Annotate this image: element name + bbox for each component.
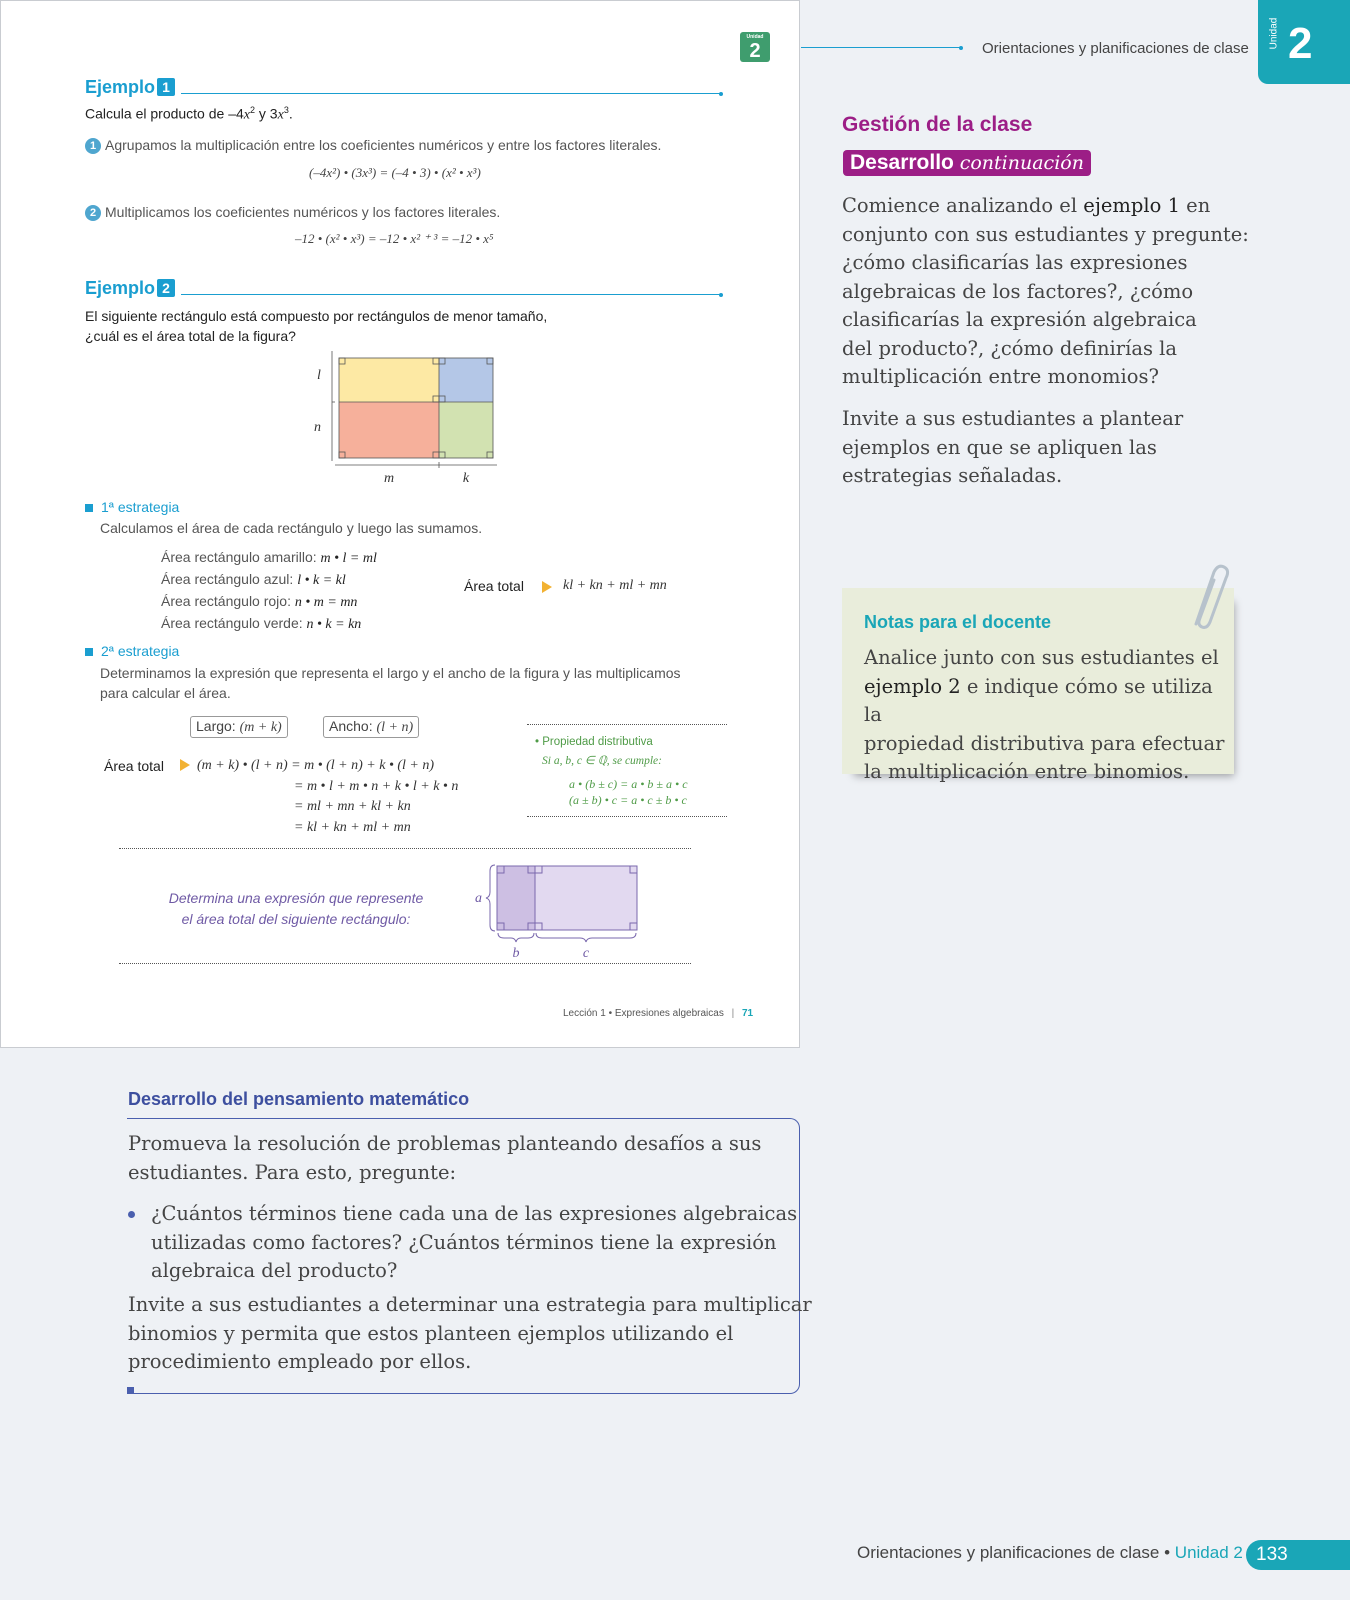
desarrollo-close-line: Invite a sus estudiantes a determinar una estrategia para multiplicar	[128, 1293, 812, 1316]
ancho-expr: (l + n)	[376, 720, 414, 735]
label-c: c	[582, 946, 590, 959]
area-row-red	[161, 591, 377, 613]
example1-title	[85, 77, 175, 98]
strategy2-line: = m • l + m • n + k • l + k • n	[294, 778, 459, 794]
desarrollo-title: Desarrollo del pensamiento matemático	[128, 1089, 470, 1109]
area-label: Área rectángulo amarillo:	[161, 549, 321, 565]
desarrollo-intro-line: estudiantes. Para esto, pregunte:	[128, 1160, 457, 1184]
challenge-text	[151, 888, 441, 930]
prompt-var2: x	[277, 107, 284, 123]
desarrollo-bullet	[151, 1200, 797, 1286]
property-title: • Propiedad distributiva	[535, 736, 653, 748]
strategy1-total-label: Área total	[464, 578, 524, 594]
example2-prompt-line2: ¿cuál es el área total de la figura?	[85, 328, 296, 344]
area-row-yellow	[161, 547, 377, 569]
strategy2-line: = kl + kn + ml + mn	[294, 819, 411, 835]
label-k: k	[462, 471, 470, 486]
label-b: b	[512, 946, 520, 959]
footer-unit: Unidad 2	[1174, 1543, 1243, 1562]
notes-bold: ejemplo 2	[864, 674, 961, 698]
desarrollo-intro	[128, 1130, 761, 1187]
ancho-box	[323, 716, 419, 738]
footer-page-number: 133	[1246, 1540, 1350, 1570]
green-rect	[439, 402, 493, 458]
example1-prompt	[85, 105, 293, 124]
notes-line: propiedad distributiva para efectuar	[864, 731, 1225, 755]
challenge-rect-b	[497, 866, 535, 930]
gestion-para2	[842, 405, 1183, 491]
notes-rest: e indique cómo se utiliza la	[864, 674, 1213, 726]
gestion-para1-line: ¿cómo clasificarías las expresiones	[842, 251, 1188, 274]
strategy2-desc	[100, 663, 681, 703]
strategy2-lines	[197, 756, 458, 838]
student-footer-lesson: Lección 1 • Expresiones algebraicas	[563, 1008, 724, 1019]
area-expr: n • k = kn	[306, 617, 362, 632]
text: en	[1179, 194, 1211, 217]
challenge-line1: Determina una expresión que represente	[168, 890, 424, 906]
example2-number: 2	[157, 279, 175, 297]
pill-italic: continuación	[959, 152, 1084, 174]
gestion-title: Gestión de la clase	[842, 113, 1033, 136]
example2-prompt	[85, 306, 547, 346]
gestion-para1	[842, 192, 1249, 392]
prompt-exp1: 2	[250, 105, 256, 115]
desarrollo-bullet-line: utilizadas como factores? ¿Cuántos términos tiene la expresión	[151, 1230, 777, 1254]
desarrollo-intro-line: Promueva la resolución de problemas planteando desafíos a sus	[128, 1132, 762, 1155]
step1-text: Agrupamos la multiplicación entre los coeficientes numéricos y entre los factores literales.	[105, 137, 662, 153]
bold-text: ejemplo 1	[1083, 194, 1180, 217]
challenge-rect-c	[535, 866, 637, 930]
area-row-green	[161, 613, 377, 635]
strategy2-bullet	[85, 648, 93, 656]
pill-main: Desarrollo	[850, 151, 954, 174]
area-expr: m • l = ml	[320, 551, 377, 566]
challenge-top-rule	[119, 848, 691, 849]
area-label: Área rectángulo rojo:	[161, 593, 295, 609]
gestion-para1-line: conjunto con sus estudiantes y pregunte:	[842, 222, 1249, 246]
strategy1-total-expr: kl + kn + ml + mn	[563, 578, 667, 593]
strategy1-areas	[161, 547, 377, 635]
strategy2-desc-line2: para calcular el área.	[100, 685, 231, 701]
unit-tab-number: 2	[1288, 19, 1313, 68]
area-expr: l • k = kl	[297, 573, 346, 588]
gestion-para2-line: estrategias señaladas.	[842, 464, 1063, 487]
example1-step2	[85, 204, 500, 221]
footer-text	[857, 1543, 1243, 1563]
label-n: n	[314, 420, 321, 435]
student-footer-page: 71	[742, 1008, 754, 1019]
step2-number: 2	[85, 205, 101, 221]
gestion-para1-line: del producto?, ¿cómo definirías la	[842, 336, 1178, 360]
gestion-para2-line: Invite a sus estudiantes a plantear	[842, 407, 1184, 430]
property-bottom-rule	[527, 816, 727, 817]
prompt-var1: x	[243, 107, 250, 123]
property-top-rule	[527, 724, 727, 725]
desarrollo-bullet-line: ¿Cuántos términos tiene cada una de las expresiones algebraicas	[151, 1202, 798, 1225]
desarrollo-pill	[843, 150, 1091, 176]
unit-badge-label: Unidad	[746, 34, 764, 40]
paperclip-icon	[1188, 562, 1234, 636]
largo-prefix: Largo:	[196, 718, 240, 734]
prompt-prefix: Calcula el producto de –4	[85, 105, 244, 122]
example2-rule	[181, 294, 721, 295]
prompt-end: .	[288, 105, 293, 122]
ancho-prefix: Ancho:	[329, 718, 377, 734]
property-condition: Si a, b, c ∈ ℚ, se cumple:	[542, 755, 662, 767]
area-label: Área rectángulo azul:	[161, 571, 298, 587]
notes-line	[864, 673, 1234, 730]
notes-line: la multiplicación entre binomios.	[864, 760, 1190, 783]
header-rule	[801, 47, 961, 48]
blue-rect	[439, 358, 493, 402]
step1-number: 1	[85, 138, 101, 154]
student-footer: Lección 1 • Expresiones algebraicas | 71	[563, 1008, 754, 1019]
gestion-para1-line: multiplicación entre monomios?	[842, 365, 1159, 388]
example1-number: 1	[157, 78, 175, 96]
arrow-icon	[541, 580, 553, 594]
example1-title-text: Ejemplo	[85, 77, 156, 97]
example1-formula2: –12 • (x² • x³) = –12 • x² ⁺ ³ = –12 • x⁵	[295, 231, 494, 246]
desarrollo-close-line: binomios y permita que estos planteen ejemplos utilizando el	[128, 1321, 734, 1345]
student-page	[0, 0, 800, 1048]
property-rule2: (a ± b) • c = a • c ± b • c	[569, 793, 687, 807]
notes-body	[864, 644, 1234, 787]
gestion-para1-line: algebraicas de los factores?, ¿cómo	[842, 279, 1194, 303]
example1-formula1: (–4x²) • (3x³) = (–4 • 3) • (x² • x³)	[309, 165, 481, 180]
challenge-bottom-rule	[119, 963, 691, 964]
red-rect	[339, 402, 439, 458]
rectangle-diagram	[311, 351, 511, 491]
prompt-mid: y 3	[255, 105, 278, 122]
label-m: m	[383, 471, 395, 486]
step2-text: Multiplicamos los coeficientes numéricos y los factores literales.	[105, 204, 501, 220]
strategy1-label: 1ª estrategia	[101, 499, 180, 515]
challenge-line2: el área total del siguiente rectángulo:	[181, 911, 411, 927]
unit-badge-number: 2	[749, 40, 761, 62]
strategy2-label: 2ª estrategia	[101, 643, 180, 659]
desarrollo-close	[128, 1291, 812, 1377]
footer-title: Orientaciones y planificaciones de clase	[857, 1543, 1160, 1562]
unit-tab	[1258, 0, 1350, 84]
yellow-rect	[339, 358, 439, 402]
largo-expr: (m + k)	[239, 720, 282, 735]
label-l: l	[317, 368, 321, 383]
example1-rule	[181, 93, 721, 94]
desarrollo-box-corner	[127, 1387, 134, 1394]
strategy2-total-label: Área total	[104, 758, 164, 774]
area-expr: n • m = mn	[294, 595, 358, 610]
strategy1-bullet	[85, 504, 93, 512]
challenge-diagram	[471, 859, 651, 959]
area-row-blue	[161, 569, 377, 591]
largo-box	[190, 716, 288, 738]
footer-sep: •	[1159, 1543, 1175, 1562]
notes-box	[842, 588, 1234, 783]
gestion-para1-line	[842, 192, 1249, 221]
prompt-exp2: 3	[283, 105, 289, 115]
example2-prompt-line1: El siguiente rectángulo está compuesto por rectángulos de menor tamaño,	[85, 308, 548, 324]
unit-tab-label: Unidad	[1268, 17, 1280, 50]
example2-title	[85, 278, 175, 299]
notes-line: Analice junto con sus estudiantes el	[864, 646, 1219, 669]
header-title: Orientaciones y planificaciones de clase	[982, 40, 1249, 57]
arrow-icon	[179, 758, 191, 772]
strategy2-desc-line1: Determinamos la expresión que representa el largo y el ancho de la figura y las multiplicamos	[100, 665, 681, 681]
strategy2-line: (m + k) • (l + n) = m • (l + n) + k • (l + n)	[197, 758, 435, 773]
unit-badge	[740, 32, 770, 62]
desarrollo-close-line: procedimiento empleado por ellos.	[128, 1350, 472, 1373]
example1-step1	[85, 137, 661, 154]
strategy2-line: = ml + mn + kl + kn	[294, 799, 411, 814]
gestion-para1-line: clasificarías la expresión algebraica	[842, 308, 1197, 331]
gestion-para2-line: ejemplos en que se apliquen las	[842, 435, 1157, 459]
property-rule1: a • (b ± c) = a • b ± a • c	[569, 777, 688, 791]
bullet-dot	[128, 1211, 135, 1218]
notes-title: Notas para el docente	[864, 612, 1052, 632]
text: Comience analizando el	[842, 194, 1084, 217]
label-a: a	[475, 891, 482, 906]
desarrollo-bullet-line: algebraica del producto?	[151, 1259, 398, 1282]
example2-title-text: Ejemplo	[85, 278, 156, 298]
area-label: Área rectángulo verde:	[161, 615, 307, 631]
strategy1-desc: Calculamos el área de cada rectángulo y luego las sumamos.	[100, 520, 483, 536]
